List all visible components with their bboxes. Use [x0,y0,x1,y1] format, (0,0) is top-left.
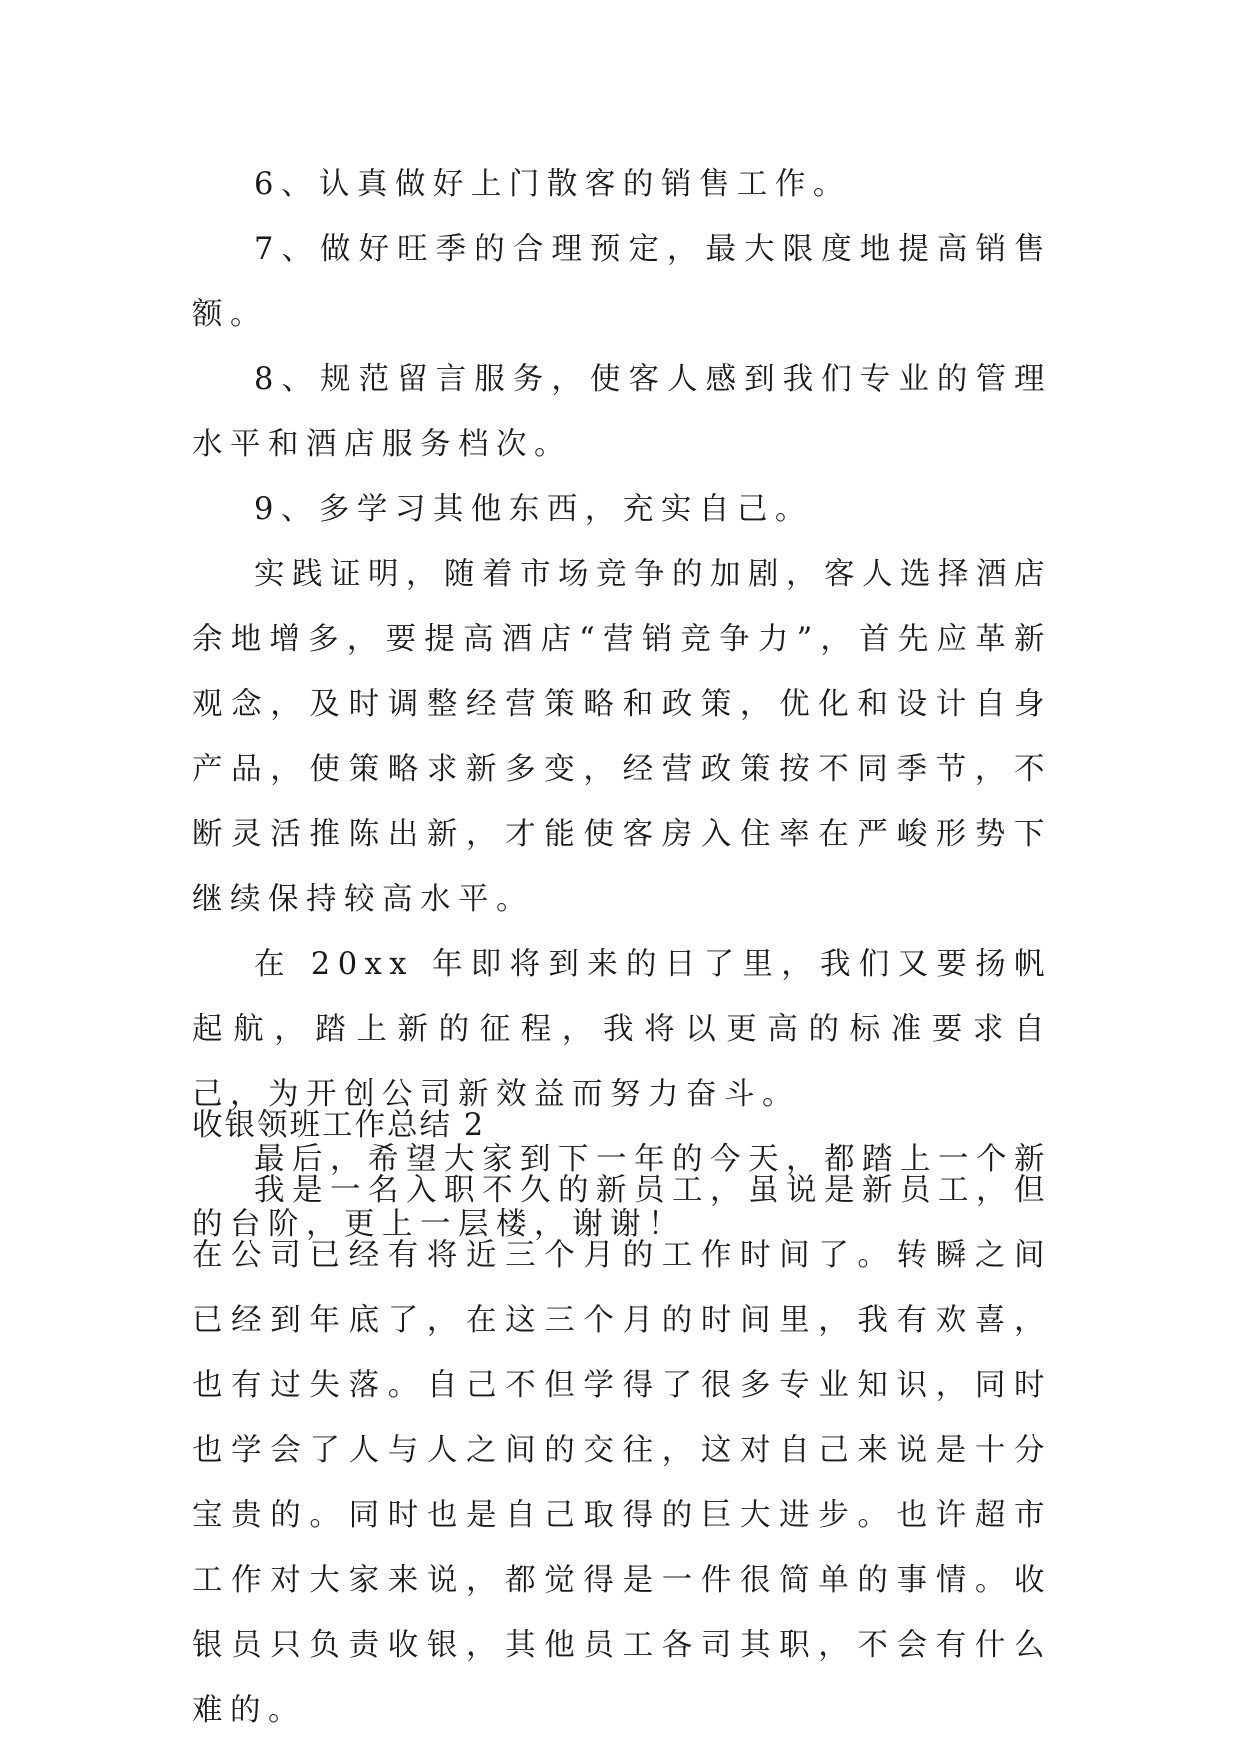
paragraph-closing: 最后，希望大家到下一年的今天，都踏上一个新的台阶，更上一层楼，谢谢！ [192,1142,1052,1242]
document-body-section2 [192,1158,1052,1743]
paragraph-new-year: 在 20xx 年即将到来的日了里，我们又要扬帆起航，踏上新的征程，我将以更高的标准要求自己，为开创公司新效益而努力奋斗。 [192,947,1052,1112]
list-item-7: 7、做好旺季的合理预定，最大限度地提高销售额。 [192,232,1052,332]
list-item-9: 9、多学习其他东西，充实自己。 [254,492,813,527]
section-title: 收银领班工作总结 2 [192,1108,486,1143]
list-item-8: 8、规范留言服务，使客人感到我们专业的管理水平和酒店服务档次。 [192,362,1052,462]
list-item-6: 6、认真做好上门散客的销售工作。 [254,167,851,202]
paragraph-intro: 我是一名入职不久的新员工，虽说是新员工，但在公司已经有将近三个月的工作时间了。转瞬之间已经到年底了，在这三个月的时间里，我有欢喜，也有过失落。自己不但学得了很多专业知识，同时也学会了人与人之间的交往，这对自己来说是十分宝贵的。同时也是自己取得的巨大进步。也许超市工作对大家来说，都觉得是一件很简单的事情。收银员只负责收银，其他员工各司其职，不会有什么难的。 [192,1173,1052,1728]
paragraph-practice: 实践证明，随着市场竞争的加剧，客人选择酒店余地增多，要提高酒店“营销竞争力”，首先应革新观念，及时调整经营策略和政策，优化和设计自身产品，使策略求新多变，经营政策按不同季节，不断灵活推陈出新，才能使客房入住率在严峻形势下继续保持较高水平。 [192,557,1052,917]
document-body-top [192,152,1052,1257]
